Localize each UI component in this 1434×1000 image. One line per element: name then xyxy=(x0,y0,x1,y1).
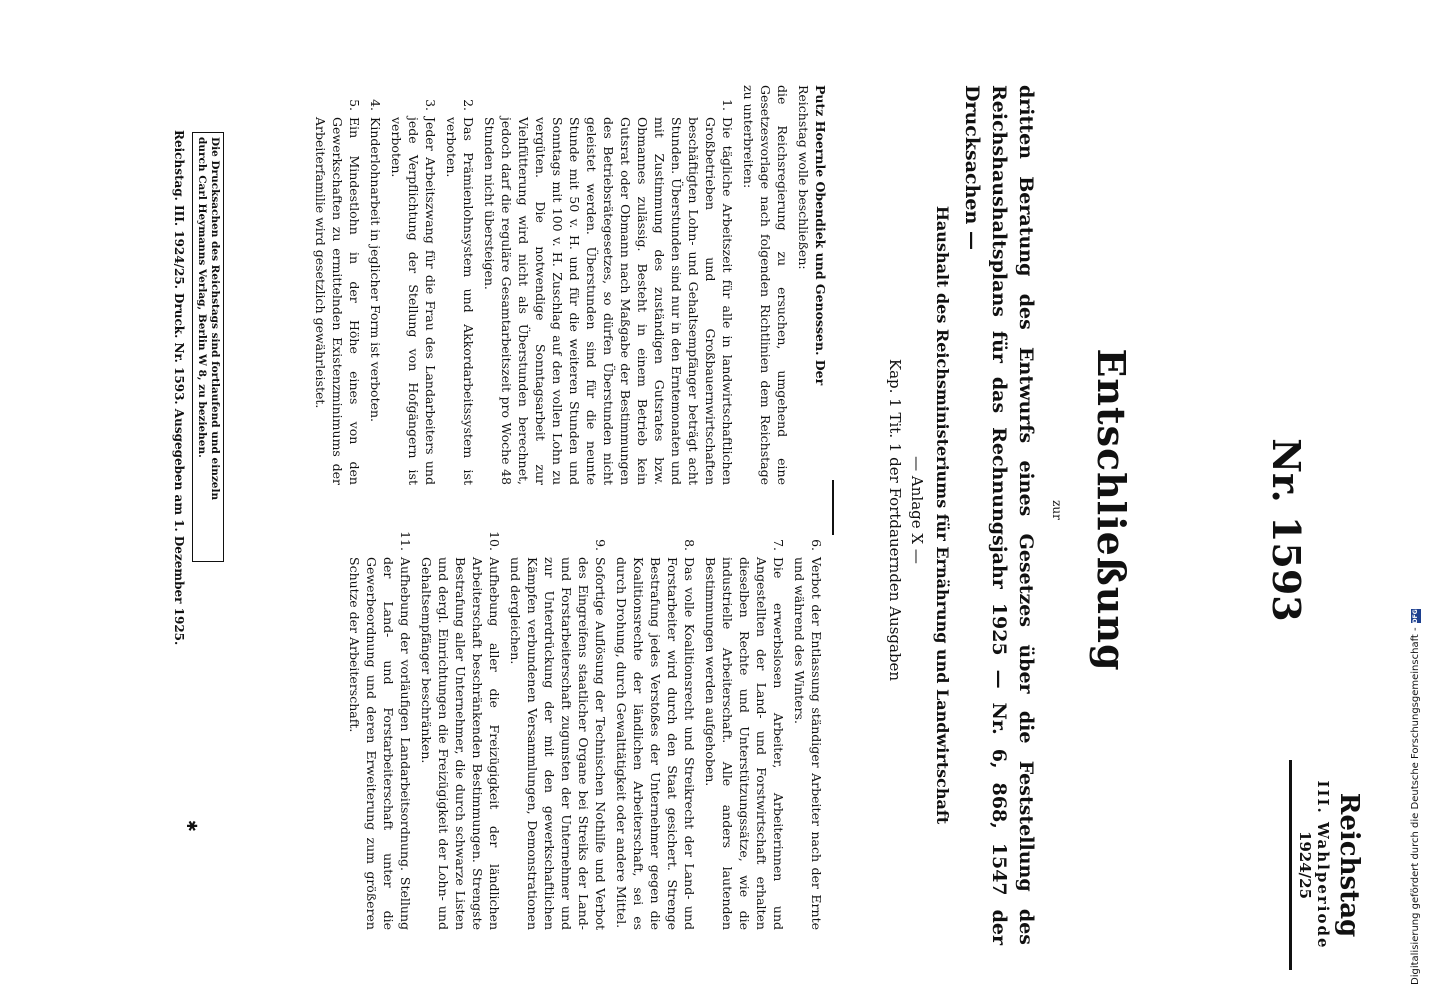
demand-item xyxy=(346,525,414,930)
demand-item xyxy=(702,525,787,930)
asterisk-mark: ✱ xyxy=(183,820,199,832)
budget-section: Haushalt des Reichsministeriums für Ernährung und Landwirtschaft xyxy=(933,205,952,825)
demand-text: Das Prämienlohnsystem und Akkordarbeitssystem ist verboten. xyxy=(444,117,476,485)
session-years: 1924/25 xyxy=(1296,830,1314,900)
motion-intro: die Reichsregierung zu ersuchen, umgehend eine Gesetzesvorlage nach folgenden Richtlinien dem Reichstage zu unterbreiten: xyxy=(741,85,790,485)
right-column xyxy=(346,525,829,930)
demand-text: Verbot der Entlassung ständiger Arbeiter nach der Ernte und während des Winters. xyxy=(792,557,824,930)
distribution-notice-line: durch Carl Heymanns Verlag, Berlin W 8, zu beziehen. xyxy=(196,137,208,458)
demand-item xyxy=(388,85,439,485)
distribution-notice-line: Die Drucksachen des Reichstags sind fortlaufend und einzeln xyxy=(209,137,221,501)
document-title: Entschließung xyxy=(1089,348,1134,672)
demand-item xyxy=(613,525,698,930)
demand-item xyxy=(481,85,736,485)
demand-text: Jeder Arbeitszwang für die Frau des Landarbeiters und jede Verpflichtung der Stellung von Hofgängern ist verboten. xyxy=(389,117,438,485)
digitization-note xyxy=(1410,609,1421,985)
demand-number: 5. xyxy=(347,99,362,111)
demand-item xyxy=(791,525,825,930)
section-divider xyxy=(832,480,834,535)
demand-number: 4. xyxy=(368,99,383,111)
demand-text: Aufhebung aller die Freizügigkeit der ländlichen Arbeiterschaft beschränkenden Bestimmungen. Strengste Bestrafung aller Unternehmer, die durch schwarze Listen und dergl. Einrichtungen die Freizügigkeit der Lohn- und Gehaltsempfänger beschränken. xyxy=(419,557,502,930)
motion-sponsors: Putz Hoernle Obendiek und Genossen. Der xyxy=(813,85,828,386)
demand-text: Ein Mindestlohn in der Höhe eines von den Gewerkschaften zu ermittelnden Existenzminimums der Arbeiterfamilie wird gesetzlich gewährleistet. xyxy=(313,117,362,485)
demand-number: 1. xyxy=(720,99,735,111)
demand-item xyxy=(312,85,363,485)
demand-item xyxy=(443,85,477,485)
header-rule xyxy=(1289,760,1292,970)
print-info: Reichstag. III. 1924/25. Druck. Nr. 1593. Ausgegeben am 1. Dezember 1925. xyxy=(172,130,186,646)
digitization-text: Digitalisierung gefördert durch die Deutsche Forschungsgemeinschaft - xyxy=(1410,627,1421,985)
demand-number: 9. xyxy=(593,539,608,551)
document-subtitle: dritten Beratung des Entwurfs eines Gesetzes über die Feststellung des Reichshaushaltsplans für das Rechnungsjahr 1925 — Nr. 6, 868, 1547 der Drucksachen — xyxy=(961,85,1037,945)
demand-text: Die erwerbslosen Arbeiter, Arbeiterinnen und Angestellten der Land- und Forstwirtschaft erhalten dieselben Rechte und Unterstützungssätze, wie die industrielle Arbeiterschaft. Alle anders lautenden Bestimmungen werden aufgehoben. xyxy=(703,557,786,930)
demand-text: Sofortige Auflösung der Technischen Nothilfe und Verbot des Eingreifens staatlicher Organe bei Streiks der Land- und Forstarbeiterschaft zugunsten der Unternehmer und zur Unterdrückung der mit den gewerkschaftlichen Kämpfen verbundenen Versammlungen, Demonstrationen und dergleichen. xyxy=(508,557,608,930)
chapter-title: Kap. 1 Tit. 1 der Fortdauernden Ausgaben xyxy=(886,358,904,682)
demand-text: Aufhebung der vorläufigen Landarbeitsordnung. Stellung der Land- und Forstarbeiterschaft unter die Gewerbeordnung und deren Erweiterung zum größeren Schutze der Arbeiterschaft. xyxy=(347,557,413,930)
demand-number: 3. xyxy=(423,99,438,111)
demand-number: 10. xyxy=(487,531,502,551)
demand-number: 6. xyxy=(809,539,824,551)
demands-list-right xyxy=(346,525,825,930)
electoral-period: III. Wahlperiode xyxy=(1314,780,1332,950)
document-header xyxy=(1289,760,1364,970)
motion-resolve: Reichstag wolle beschließen: xyxy=(796,85,811,270)
document-number: Nr. 1593 xyxy=(1264,438,1309,622)
demand-text: Das volle Koalitionsrecht und Streikrecht der Land- und Forstarbeiter wird durch den Staat gesichert. Strenge Bestrafung jedes Verstoßes der Unternehmer gegen die Koalitionsrechte der ländlichen Arbeiterschaft, sei es durch Drohung, durch Gewalttätigkeit oder andere Mittel. xyxy=(614,557,697,930)
demand-number: 11. xyxy=(398,531,413,551)
demand-text: Die tägliche Arbeitszeit für alle in landwirtschaftlichen Großbetrieben und Großbauernwirtschaften beschäftigten Lohn- und Gehaltsempfänger beträgt acht Stunden. Überstunden sind nur in den Erntemonaten und mit Zustimmung des zuständigen Gutsrates bzw. Obmannes zulässig. Besteht in einem Betrieb kein Gutsrat oder Obmann nach Maßgabe der Bestimmungen des Betriebsrätegesetzes, so dürfen Überstunden nicht geleistet werden. Überstunden sind für die neunte Stunde mit 50 v. H. und für die weiteren Stunden und Sonntags mit 100 v. H. Zuschlag auf den vollen Lohn zu vergüten. Die notwendige Sonntagsarbeit zur Viehfütterung wird nicht als Überstunden berechnet, jedoch darf die reguläre Gesamtarbeitszeit pro Woche 48 Stunden nicht übersteigen. xyxy=(482,117,735,485)
demands-list-left xyxy=(312,85,736,485)
demand-text: Kinderlohnarbeit in jeglicher Form ist verboten. xyxy=(368,117,383,423)
annex-label: — Anlage X — xyxy=(908,456,926,564)
left-column xyxy=(312,85,829,485)
demand-item xyxy=(507,525,609,930)
distribution-notice xyxy=(192,132,224,562)
demand-number: 7. xyxy=(771,539,786,551)
demand-item xyxy=(367,85,384,485)
dfg-logo: DFG xyxy=(1411,609,1419,624)
demand-item xyxy=(418,525,503,930)
chamber-name: Reichstag xyxy=(1334,792,1364,938)
demand-number: 8. xyxy=(682,539,697,551)
demand-number: 2. xyxy=(461,99,476,111)
title-connector: zur xyxy=(1050,500,1064,520)
